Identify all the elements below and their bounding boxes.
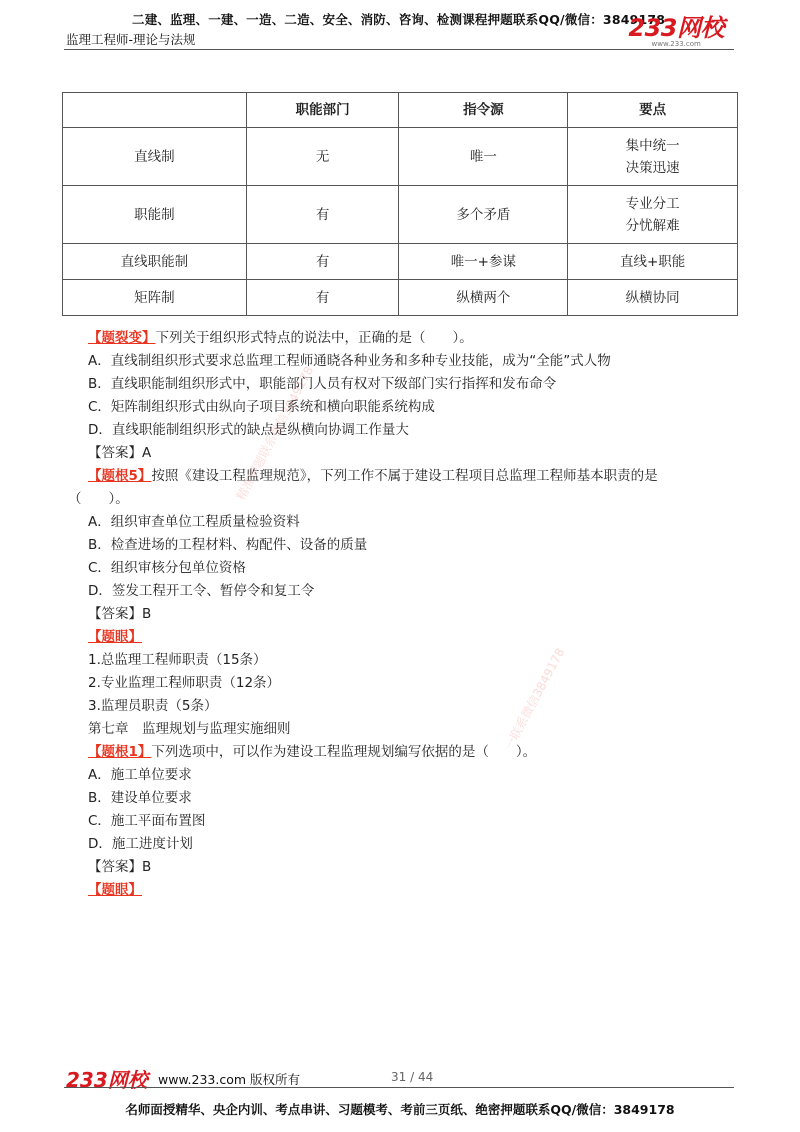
- option-d: D．签发工程开工令、暂停令和复工令: [88, 583, 315, 599]
- question-text-continued: （ ）。: [68, 491, 129, 507]
- table-cell: 直线+职能: [568, 244, 738, 280]
- footer-logo[interactable]: 233网校: [66, 1068, 148, 1092]
- watermark: 一联系微信3849178: [501, 645, 568, 753]
- option-d: D．施工进度计划: [88, 836, 193, 852]
- question-stem: [88, 327, 748, 350]
- question-tag: 【题裂变】: [88, 330, 156, 346]
- option-d: D．直线职能制组织形式的缺点是纵横向协调工作量大: [88, 422, 409, 438]
- question-text: 按照《建设工程监理规范》，下列工作不属于建设工程项目总监理工程师基本职责的是: [151, 468, 658, 484]
- option-b: B．直线职能制组织形式中，职能部门人员有权对下级部门实行指挥和发布命令: [88, 376, 557, 392]
- table-cell: 多个矛盾: [399, 186, 568, 244]
- question-content: [68, 327, 748, 902]
- key-point-tag: 【题眼】: [88, 882, 142, 898]
- answer: 【答案】B: [88, 606, 152, 622]
- table-cell: 唯一: [399, 128, 568, 186]
- table-row: [63, 244, 738, 280]
- table-cell: 矩阵制: [63, 280, 247, 316]
- cell-line: 集中统一: [625, 137, 680, 154]
- footer-promo-line: 名师面授精华、央企内训、考点串讲、习题模考、考前三页纸、绝密押题联系QQ/微信：3849178: [125, 1102, 675, 1117]
- table-header-cell: 指令源: [399, 93, 568, 128]
- option-c: C．施工平面布置图: [88, 813, 206, 829]
- question-tag: 【题根1】: [88, 744, 152, 760]
- question-stem: [88, 465, 748, 488]
- option-c: C．组织审核分包单位资格: [88, 560, 246, 576]
- footer-copyright: www.233.com 版权所有: [158, 1072, 300, 1087]
- option-b: B．检查进场的工程材料、构配件、设备的质量: [88, 537, 368, 553]
- cell-line: 决策迅速: [625, 159, 680, 176]
- page-number: 31 / 44: [391, 1070, 434, 1084]
- table-header-cell: [63, 93, 247, 128]
- table-row: [63, 280, 738, 316]
- table-row: [63, 128, 738, 186]
- key-point-tag: 【题眼】: [88, 629, 142, 645]
- table-header-cell: 职能部门: [246, 93, 399, 128]
- table-cell: 有: [246, 280, 399, 316]
- table-cell: [568, 128, 738, 186]
- option-a: A．组织审查单位工程质量检验资料: [88, 514, 300, 530]
- footer-divider: [64, 1087, 734, 1088]
- question-tag: 【题根5】: [88, 468, 152, 484]
- option-a: A．直线制组织形式要求总监理工程师通晓各种业务和多种专业技能，成为“全能”式人物: [88, 353, 611, 369]
- question-stem: [88, 741, 748, 764]
- table-cell: 唯一+参谋: [399, 244, 568, 280]
- key-point-item: 2.专业监理工程师职责（12条）: [88, 675, 281, 691]
- brand-logo[interactable]: [628, 16, 724, 48]
- question-text: 下列选项中，可以作为建设工程监理规划编写依据的是（ ）。: [151, 744, 537, 760]
- table-cell: [568, 186, 738, 244]
- key-point-item: 1.总监理工程师职责（15条）: [88, 652, 267, 668]
- table-cell: 直线职能制: [63, 244, 247, 280]
- table-cell: 直线制: [63, 128, 247, 186]
- header-divider: [64, 49, 734, 50]
- table-cell: 职能制: [63, 186, 247, 244]
- header-top-line: 二建、监理、一建、一造、二造、安全、消防、咨询、检测课程押题联系QQ/微信：3849178: [132, 12, 666, 27]
- key-point-item: 3.监理员职责（5条）: [88, 698, 218, 714]
- logo-text: 233网校: [628, 14, 724, 42]
- organization-form-table: [62, 92, 738, 316]
- cell-line: 专业分工: [625, 195, 680, 212]
- table-header-cell: 要点: [568, 93, 738, 128]
- table-row: [63, 186, 738, 244]
- chapter-heading: 第七章 监理规划与监理实施细则: [88, 721, 291, 737]
- table-cell: 纵横两个: [399, 280, 568, 316]
- answer: 【答案】B: [88, 859, 152, 875]
- document-subtitle: 监理工程师-理论与法规: [66, 32, 196, 47]
- table-cell: 无: [246, 128, 399, 186]
- logo-url: www.233.com: [651, 40, 701, 48]
- option-c: C．矩阵制组织形式由纵向子项目系统和横向职能系统构成: [88, 399, 435, 415]
- answer: 【答案】A: [88, 445, 152, 461]
- table-cell: 纵横协同: [568, 280, 738, 316]
- cell-line: 分忧解难: [625, 217, 680, 234]
- option-a: A．施工单位要求: [88, 767, 192, 783]
- watermark: 精准押题联系微信3849178: [233, 363, 317, 503]
- option-b: B．建设单位要求: [88, 790, 192, 806]
- question-text: 下列关于组织形式特点的说法中，正确的是（ ）。: [155, 330, 473, 346]
- table-header-row: [63, 93, 738, 128]
- table-cell: 有: [246, 244, 399, 280]
- table-cell: 有: [246, 186, 399, 244]
